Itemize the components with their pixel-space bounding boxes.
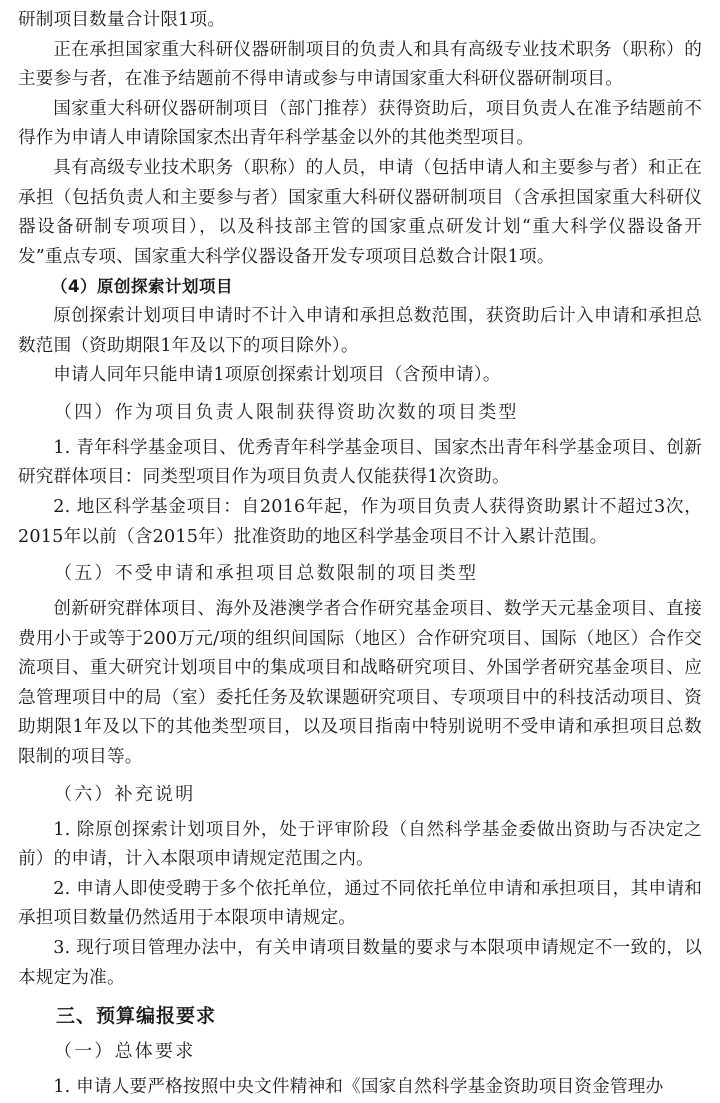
paragraph-youth-fund: 1. 青年科学基金项目、优秀青年科学基金项目、国家杰出青年科学基金项目、创新研究群体项目：同类型项目作为项目负责人仅能获得1次资助。 — [18, 437, 702, 488]
paragraph-continuation: 研制项目数量合计限1项。 — [18, 10, 226, 30]
paragraph-current-rules: 3. 现行项目管理办法中，有关申请项目数量的要求与本限项申请规定不一致的，以本规定为准。 — [18, 938, 702, 988]
section-heading-unlimited-types: （五）不受申请和承担项目总数限制的项目类型 — [54, 563, 479, 585]
paragraph-regional-fund: 2. 地区科学基金项目：自2016年起，作为项目负责人获得资助累计不超过3次，2015年以前（含2015年）批准资助的地区科学基金项目不计入累计范围。 — [18, 496, 702, 547]
heading-budget-requirements: 三、预算编报要求 — [56, 1005, 217, 1028]
section-heading-supplementary: （六）补充说明 — [54, 783, 196, 805]
paragraph-unlimited-list: 创新研究群体项目、海外及港澳学者合作研究基金项目、数学天元基金项目、直接费用小于或等于200万元/项的组织间国际（地区）合作研究项目、国际（地区）合作交流项目、重大研究计划项目中的集成项目和战略研究项目、外国学者研究基金项目、应急管理项目中的局（室）委托任务及软课题研究项目、专项项目中的科技活动项目、资助期限1年及以下的其他类型项目，以及项目指南中特别说明不受申请和承担项目总数限制的项目等。 — [18, 599, 702, 768]
paragraph-instrument-participants: 正在承担国家重大科研仪器研制项目的负责人和具有高级专业技术职务（职称）的主要参与者，在准予结题前不得申请或参与申请国家重大科研仪器研制项目。 — [18, 39, 702, 90]
paragraph-review-stage: 1. 除原创探索计划项目外，处于评审阶段（自然科学基金委做出资助与否决定之前）的申请，计入本限项申请规定范围之内。 — [18, 819, 702, 870]
paragraph-senior-title-limit: 具有高级专业技术职务（职称）的人员，申请（包括申请人和主要参与者）和正在承担（包括负责人和主要参与者）国家重大科研仪器研制项目（含承担国家重大科研仪器设备研制专项项目），以及科技部主管的国家重点研发计划“重大科学仪器设备开发”重点专项、国家重大科学仪器设备开发专项项目总数合计限1项。 — [18, 157, 702, 267]
subheading-original-exploration: （4）原创探索计划项目 — [51, 277, 233, 297]
paragraph-original-exploration-scope: 原创探索计划项目申请时不计入申请和承担总数范围，获资助后计入申请和承担总数范围（资助期限1年及以下的项目除外）。 — [18, 305, 702, 356]
paragraph-multiple-institutions: 2. 申请人即使受聘于多个依托单位，通过不同依托单位申请和承担项目，其申请和承担项目数量仍然适用于本限项申请规定。 — [18, 878, 702, 929]
section-heading-funding-times: （四）作为项目负责人限制获得资助次数的项目类型 — [54, 401, 519, 423]
document-page — [18, 6, 702, 1103]
paragraph-original-exploration-limit: 申请人同年只能申请1项原创探索计划项目（含预申请）。 — [53, 365, 501, 386]
paragraph-budget-item-1: 1. 申请人要严格按照中央文件精神和《国家自然科学基金资助项目资金管理办 — [53, 1077, 664, 1098]
section-heading-general-requirements: （一）总体要求 — [54, 1041, 196, 1063]
paragraph-department-recommended: 国家重大科研仪器研制项目（部门推荐）获得资助后，项目负责人在准予结题前不得作为申请人申请除国家杰出青年科学基金以外的其他类型项目。 — [18, 98, 702, 149]
